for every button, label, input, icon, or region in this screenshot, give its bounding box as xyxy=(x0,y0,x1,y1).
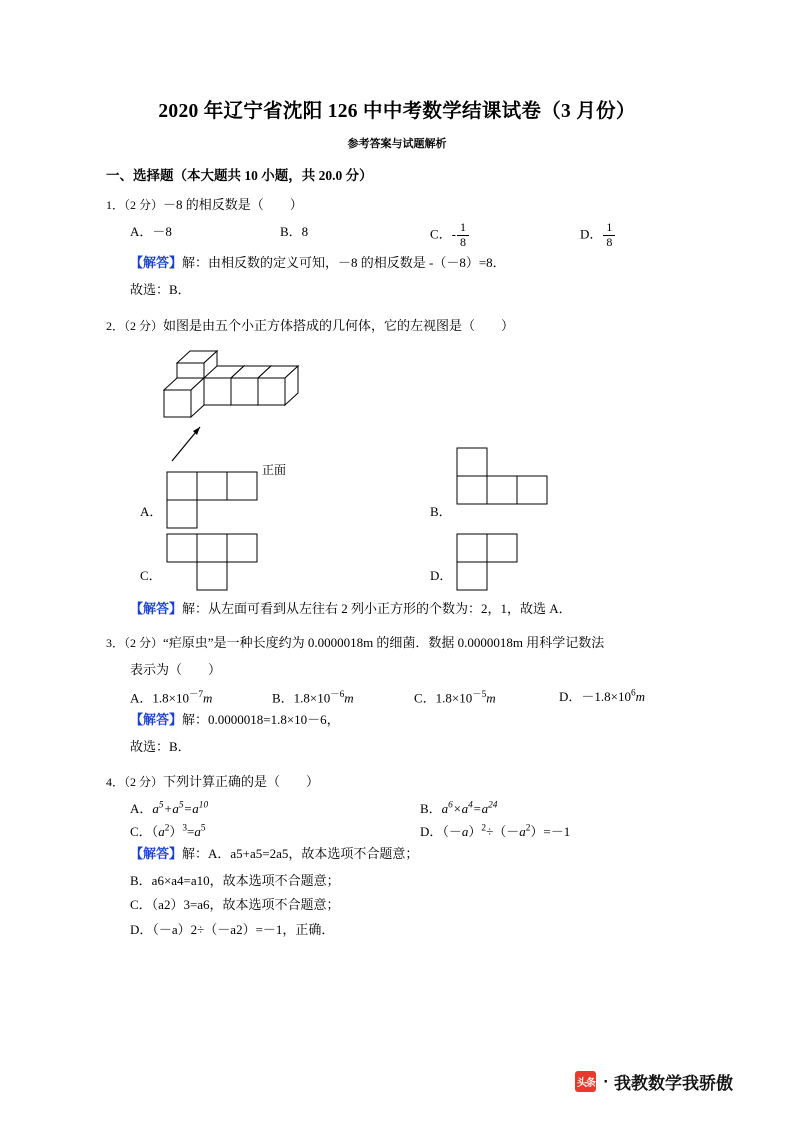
question-2-number: 2． xyxy=(106,318,125,333)
question-4-answer-line-1 xyxy=(106,842,688,867)
question-3-option-b xyxy=(272,686,414,706)
option-c-unit: m xyxy=(486,689,496,705)
page-title: 2020 年辽宁省沈阳 126 中中考数学结课试卷（3 月份） xyxy=(158,101,636,122)
option-c-label: C． xyxy=(430,226,452,242)
question-1-text: －8 的相反数是（ ） xyxy=(163,197,303,212)
option-a-unit: m xyxy=(203,689,213,705)
question-3-option-d xyxy=(559,686,645,706)
question-4-options-row1 xyxy=(106,798,688,817)
question-1-answer xyxy=(106,251,688,276)
option-b-label: B． xyxy=(272,689,294,705)
question-1-number: 1． xyxy=(106,198,125,212)
answer-text: 解：0.0000018=1.8×10－6， xyxy=(182,711,340,727)
question-4-options-row2 xyxy=(106,821,688,840)
question-3-text: “疟原虫”是一种长度约为 0.0000018m 的细菌．数据 0.0000018m 用科学记数法 xyxy=(163,635,605,651)
option-a-label: A． xyxy=(130,801,153,817)
option-a-text: －8 xyxy=(152,223,172,239)
option-b-base: 1.8×10 xyxy=(293,689,331,705)
question-2-stem xyxy=(106,315,688,338)
question-4-option-c xyxy=(130,821,420,840)
question-4-answer-line-4: D．（－a）2÷（－a2）=－1，正确． xyxy=(130,922,335,938)
question-3-options xyxy=(106,686,688,706)
question-2-text: 如图是由五个小正方体搭成的几何体，它的左视图是（ ） xyxy=(163,317,515,333)
question-4-text: 下列计算正确的是（ ） xyxy=(163,774,320,790)
option-d-label: D． xyxy=(420,824,443,840)
option-b-label: B． xyxy=(280,223,302,239)
question-3-stem xyxy=(106,632,688,655)
option-c-expr: $(a^2)^3=a^5$ xyxy=(151,823,206,840)
question-4-stem xyxy=(106,771,688,794)
question-2-score: （2 分） xyxy=(124,318,164,333)
answer-tag: 【解答】 xyxy=(130,846,183,862)
question-2-answer xyxy=(106,597,688,622)
question-1-score: （2 分） xyxy=(124,198,164,212)
question-3-answer xyxy=(106,708,688,733)
option-a-exp: －7 xyxy=(188,689,204,700)
view-option-d xyxy=(456,533,576,595)
option-c-base: 1.8×10 xyxy=(435,689,473,705)
question-3-option-a xyxy=(130,686,272,706)
question-4-answer-line-3: C．（a2）3=a6，故本选项不合题意； xyxy=(130,897,340,913)
option-d-label: D． xyxy=(559,688,582,704)
answer-text: 解：从左面可看到从左往右 2 列小正方形的个数为：2，1，故选 A． xyxy=(182,601,572,617)
option-c-label: C． xyxy=(130,824,152,840)
question-4 xyxy=(106,771,688,943)
option-d-expr: $(-a)^2\div(-a^2)=-1$ xyxy=(442,823,571,840)
brand-name: 我教数学我骄傲 xyxy=(614,1074,733,1093)
question-1-option-b xyxy=(280,221,430,250)
document-subtitle: 参考答案与试题解析 xyxy=(347,138,447,150)
question-4-score: （2 分） xyxy=(124,775,164,790)
option-d-unit: m xyxy=(635,688,646,704)
view-option-b xyxy=(456,447,576,533)
question-3-stem-line2: 表示为（ ） xyxy=(130,661,222,677)
footer-brand xyxy=(575,1069,733,1094)
answer-tag: 【解答】 xyxy=(130,255,183,271)
solid-figure-3d xyxy=(142,343,352,473)
option-a-label: A． xyxy=(130,223,153,239)
fraction-one-eighth: $\frac{1}{8}$ xyxy=(603,221,615,250)
figure-front-label: 正面 xyxy=(262,463,287,478)
question-4-answer-line-2: B．a6×a4=a10，故本选项不合题意； xyxy=(130,872,340,888)
option-b-text: 8 xyxy=(301,223,309,239)
question-3-option-c xyxy=(414,686,559,706)
option-c-label: C． xyxy=(414,689,436,705)
option-b-exp: －6 xyxy=(330,689,345,700)
question-1 xyxy=(106,194,688,303)
fraction-one-eighth-neg: $\frac{1}{8}$ xyxy=(457,221,469,250)
option-c-exp: －5 xyxy=(472,689,487,700)
question-3-number: 3． xyxy=(106,636,125,651)
answer-text: 解：由相反数的定义可知，－8 的相反数是 -（－8）=8． xyxy=(182,255,506,271)
question-1-option-a xyxy=(130,221,280,250)
question-4-number: 4． xyxy=(106,775,125,790)
question-1-answer-choice: 故选：B． xyxy=(130,282,191,298)
answer-tag: 【解答】 xyxy=(130,711,183,727)
question-2-figure-area xyxy=(106,343,688,595)
view-option-c xyxy=(166,533,286,595)
option-d-label: D． xyxy=(580,226,603,242)
question-4-option-a xyxy=(130,798,420,817)
option-b-unit: m xyxy=(344,689,354,705)
view-option-a xyxy=(166,471,286,533)
question-3-answer-choice: 故选：B． xyxy=(130,738,191,754)
question-1-option-c: C．- $\frac{1}{8}$ xyxy=(430,221,580,250)
question-2 xyxy=(106,315,688,622)
question-3 xyxy=(106,632,688,759)
question-3-score: （2 分） xyxy=(124,636,164,651)
brand-separator: · xyxy=(603,1071,609,1091)
question-1-option-d xyxy=(580,221,616,250)
question-2-option-c-label: C． xyxy=(140,568,162,584)
option-d-exp: 6 xyxy=(630,688,636,699)
document-content xyxy=(106,95,688,943)
option-b-label: B． xyxy=(420,801,442,817)
question-4-option-d xyxy=(420,821,570,840)
question-2-option-d-label: D． xyxy=(430,568,453,584)
option-a-expr: $a^5+a^5=a^{10}$ xyxy=(152,800,209,817)
option-a-base: 1.8×10 xyxy=(152,689,189,705)
answer-tag: 【解答】 xyxy=(130,601,183,617)
question-2-option-a-label: A． xyxy=(140,504,163,520)
question-1-stem xyxy=(106,194,688,217)
question-2-option-b-label: B． xyxy=(430,504,452,520)
section-heading: 一、选择题（本大题共 10 小题，共 20.0 分） xyxy=(106,168,373,183)
option-b-expr: $a^6\times a^4=a^{24}$ xyxy=(441,800,498,817)
option-a-label: A． xyxy=(130,689,153,705)
answer-text: 解：A．a5+a5=2a5，故本选项不合题意； xyxy=(182,846,419,862)
question-4-option-b xyxy=(420,798,497,817)
toutiao-logo-icon: 头条 xyxy=(575,1071,596,1092)
question-1-options xyxy=(106,221,688,250)
option-d-base: －1.8×10 xyxy=(581,688,631,704)
